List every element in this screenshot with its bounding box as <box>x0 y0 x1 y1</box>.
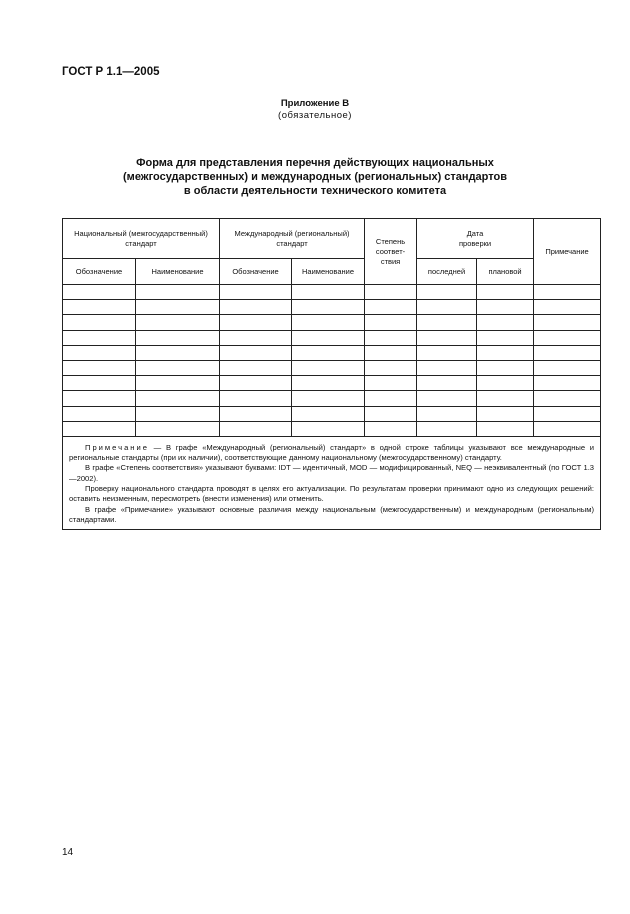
table-row <box>63 345 601 360</box>
form-title-line: в области деятельности технического комитета <box>183 185 447 197</box>
table-row <box>63 360 601 375</box>
form-title-line: (межгосударственных) и международных (региональных) стандартов <box>123 171 507 183</box>
table-row <box>63 330 601 345</box>
table-row <box>63 391 601 406</box>
page-number: 14 <box>62 847 74 858</box>
header-national-standard: Национальный (межгосударственный) стандарт <box>63 219 220 259</box>
note-text: — В графе «Международный (региональный) стандарт» в одной строке таблицы указывают все международные и региональные стандарты (при их наличии), соответствующие данному национальному (межгосударственному) стандарту. <box>69 442 595 463</box>
header-degree-of-conformity: Степень соответ-ствия <box>365 219 417 285</box>
header-designation-national: Обозначение <box>63 259 136 285</box>
header-name-international: Наименование <box>292 259 365 285</box>
header-international-standard: Международный (региональный) стандарт <box>220 219 365 259</box>
table-note <box>63 436 601 529</box>
header-check-date: Дата проверки <box>417 219 534 259</box>
document-code: ГОСТ Р 1.1—2005 <box>62 66 160 78</box>
header-planned-check: плановой <box>477 259 534 285</box>
table-row <box>63 406 601 421</box>
header-designation-international: Обозначение <box>220 259 292 285</box>
note-paragraph <box>69 443 594 464</box>
note-paragraph: Проверку национального стандарта проводят в целях его актуализации. По результатам проверки принимают одно из следующих решений: оставить неизменным, пересмотреть (внести изменения) или отменить. <box>69 484 595 504</box>
appendix-status: (обязательное) <box>278 110 352 121</box>
header-remark: Примечание <box>534 219 601 285</box>
appendix-title: Приложение В <box>280 98 350 109</box>
note-paragraph: В графе «Степень соответствия» указывают буквами: IDT — идентичный, MOD — модифицированный, NEQ — неэквивалентный (по ГОСТ 1.3—2002). <box>69 463 595 483</box>
table-row <box>63 300 601 315</box>
table-row <box>63 285 601 300</box>
table-row <box>63 315 601 330</box>
table-row <box>63 421 601 436</box>
form-title <box>80 156 550 198</box>
form-title-line: Форма для представления перечня действующих национальных <box>136 157 494 169</box>
header-last-check: последней <box>417 259 477 285</box>
table-row <box>63 376 601 391</box>
note-paragraph: В графе «Примечание» указывают основные различия между национальным (межгосударственным) и международным (региональным) стандартами. <box>69 504 595 524</box>
note-label: Примечание <box>85 442 149 452</box>
header-name-national: Наименование <box>136 259 220 285</box>
standards-table <box>62 218 601 530</box>
